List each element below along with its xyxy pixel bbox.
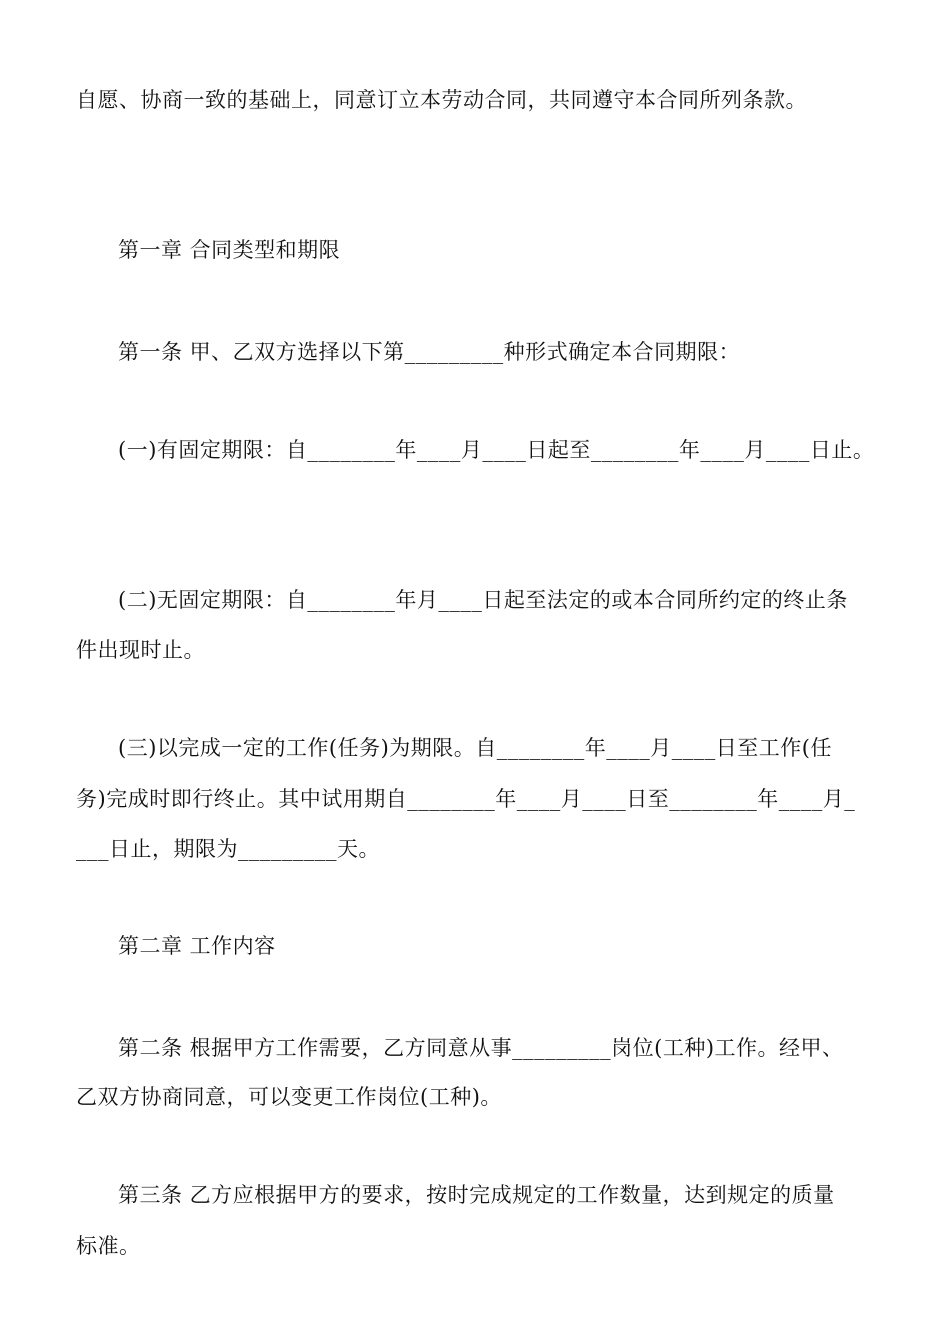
clause-task-term-cont-2: ___日止，期限为_________天。 (76, 837, 380, 861)
article-3: 第三条 乙方应根据甲方的要求，按时完成规定的工作数量，达到规定的质量 (118, 1183, 835, 1207)
clause-task-term: (三)以完成一定的工作(任务)为期限。自________年____月____日至工作(任 (118, 736, 832, 760)
article-1: 第一条 甲、乙双方选择以下第_________种形式确定本合同期限： (118, 340, 741, 364)
chapter-2-heading: 第二章 工作内容 (118, 934, 276, 958)
article-2-cont: 乙双方协商同意，可以变更工作岗位(工种)。 (76, 1085, 502, 1109)
article-2: 第二条 根据甲方工作需要，乙方同意从事_________岗位(工种)工作。经甲、 (118, 1036, 844, 1060)
clause-task-term-cont-1: 务)完成时即行终止。其中试用期自________年____月____日至________年____月_ (76, 787, 856, 811)
article-3-cont: 标准。 (76, 1234, 141, 1258)
clause-open-term: (二)无固定期限：自________年月____日起至法定的或本合同所约定的终止条 (118, 588, 848, 612)
clause-open-term-cont: 件出现时止。 (76, 638, 205, 662)
chapter-1-heading: 第一章 合同类型和期限 (118, 238, 341, 262)
clause-fixed-term: (一)有固定期限：自________年____月____日起至________年____月____日止。 (118, 438, 875, 462)
paragraph-intro-end: 自愿、协商一致的基础上，同意订立本劳动合同，共同遵守本合同所列条款。 (76, 88, 807, 112)
